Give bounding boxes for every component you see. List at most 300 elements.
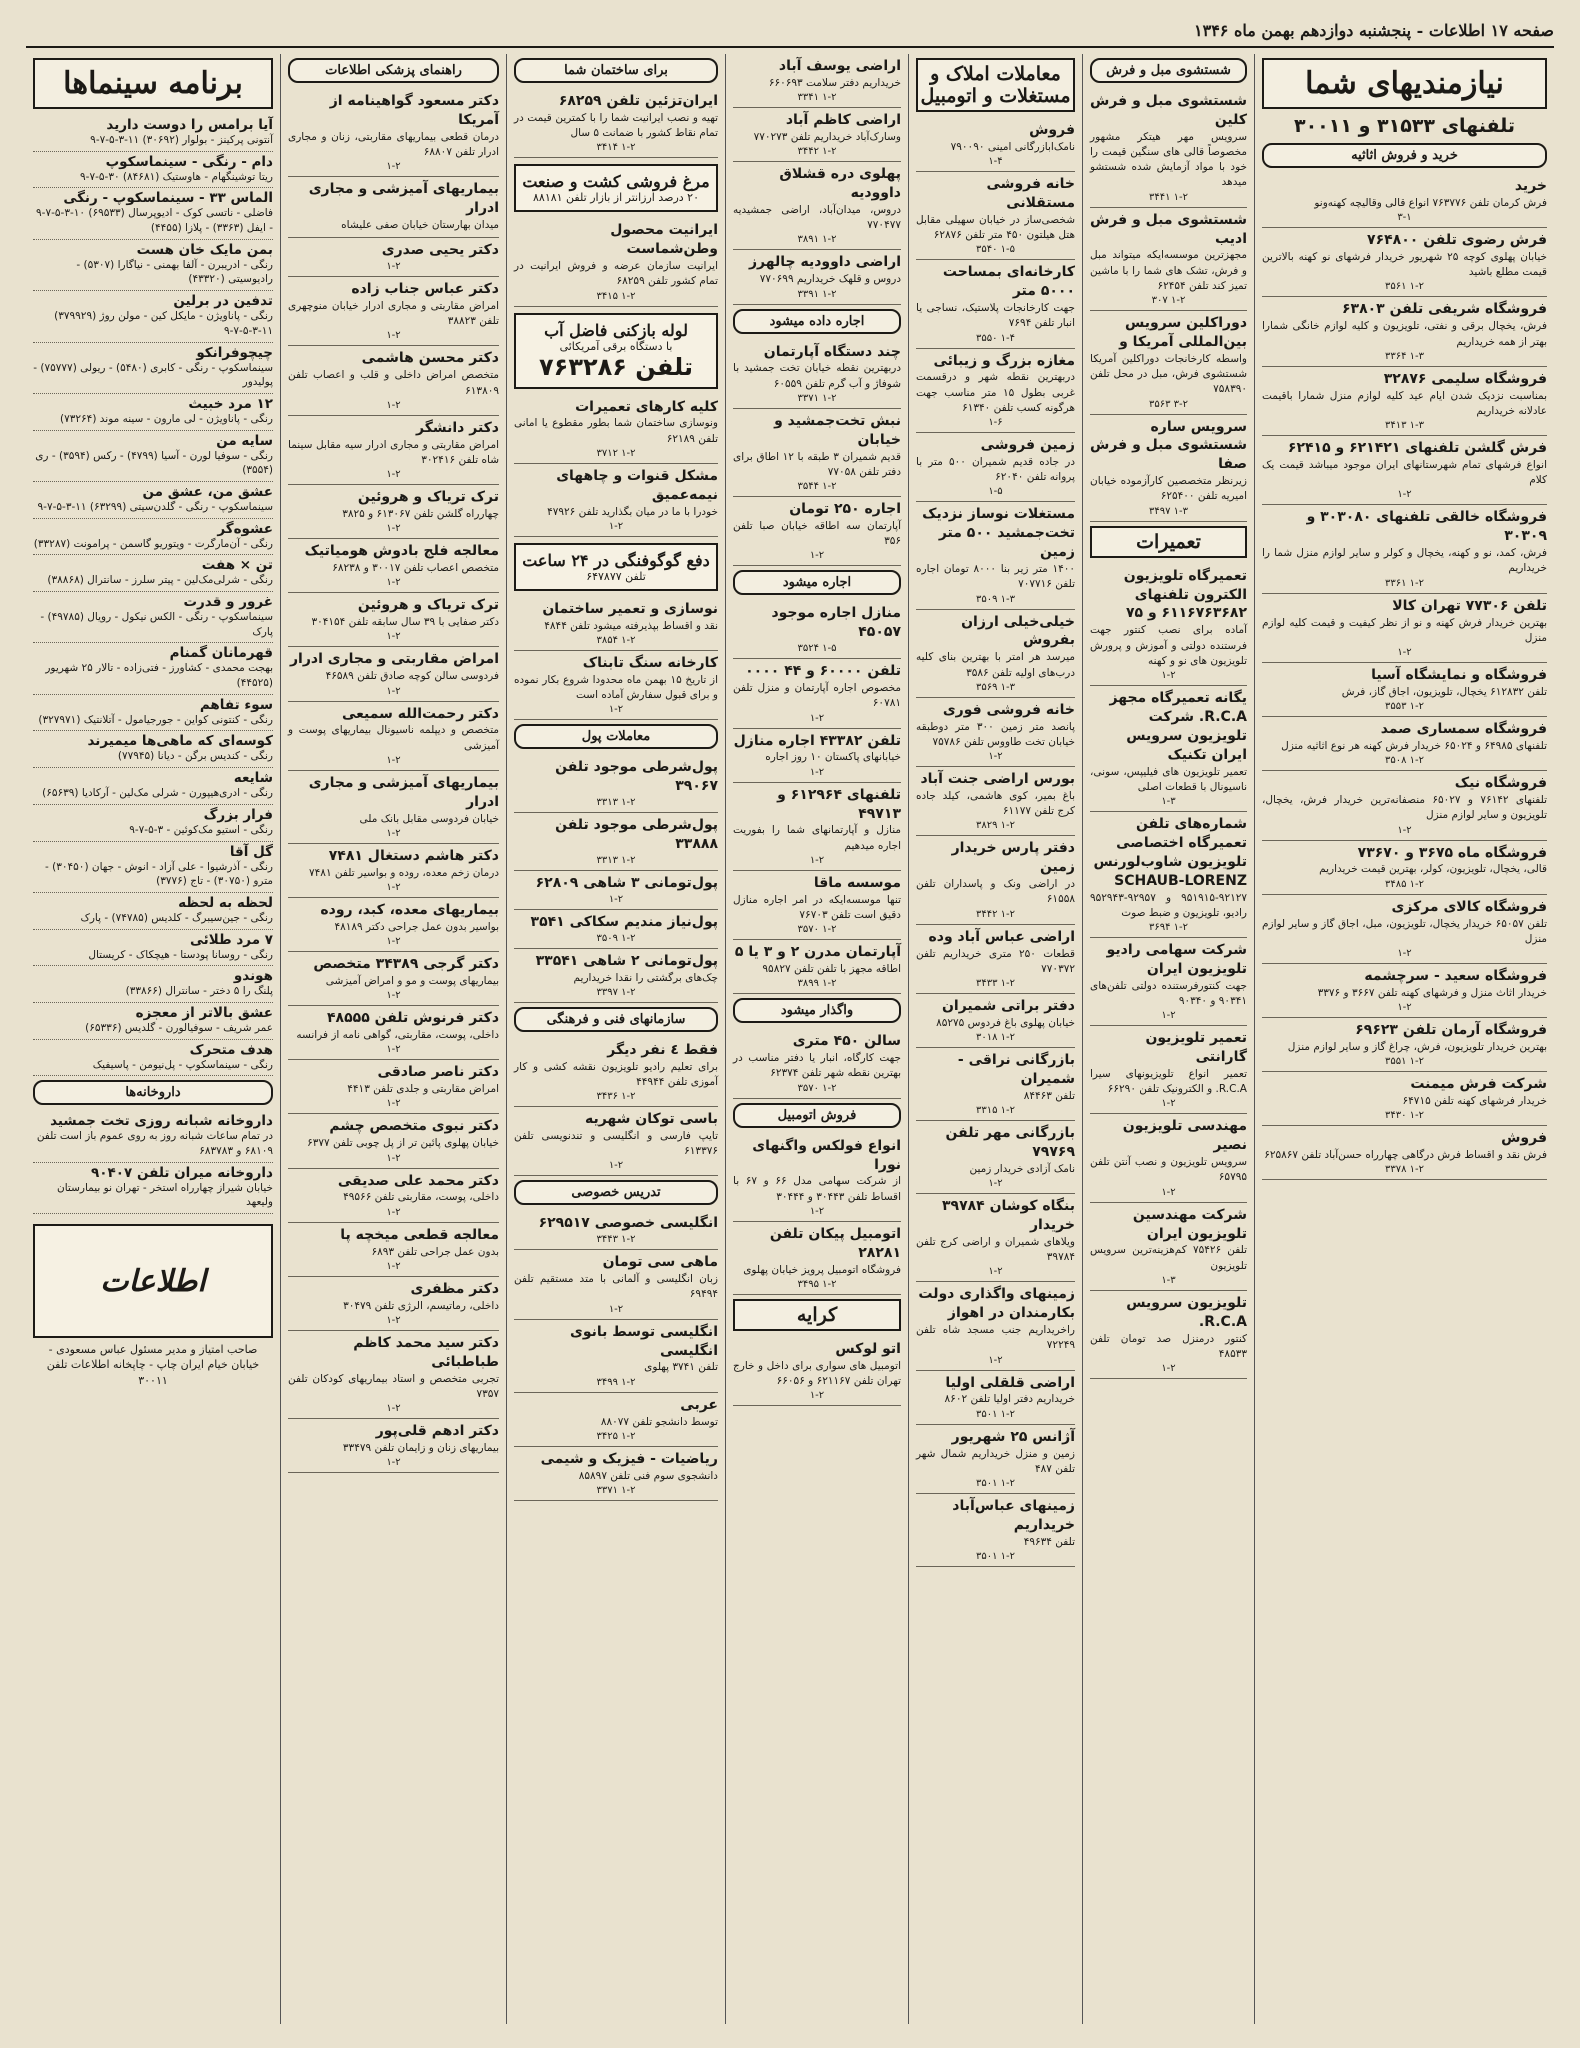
classified-ad (514, 464, 718, 537)
listing-item (33, 592, 273, 643)
ad-body: نقد و اقساط بپذیرفته میشود تلفن ۴۸۴۴ (544, 619, 718, 632)
ad-body: رنگی - آذرشیوا - علی آزاد - انوش - جهان (۳۰۴۵۰) - مترو (۳۰۷۵۰) - تاج (۳۷۷۶) (45, 860, 273, 888)
ad-title: تلفن ۴۳۳۸۲ اجاره منازل (733, 732, 901, 749)
classified-ad (514, 813, 718, 871)
ad-body: از تاریخ ۱۵ بهمن ماه محدودا شروع بکار نموده و برای قبول سفارش آماده است (514, 673, 718, 702)
ad-code: ۳-۱ (1397, 212, 1412, 224)
classified-ad (1090, 1026, 1247, 1114)
ad-body: تلفنهای ۷۶۱۴۲ و ۶۵۰۲۷ منصفانه‌ترین خریدار فرش، یخچال، تلویزیون و سایر لوازم منزل (1262, 794, 1547, 822)
classified-ad (288, 593, 499, 647)
ad-title: اراضی داوودیه چالهرز (748, 254, 901, 271)
classified-ad (288, 1223, 499, 1277)
ad-title: دکتر سید محمد کاظم طباطبائی (353, 1334, 499, 1370)
ad-code: ۱-۴ ۳۵۵۰ (975, 332, 1016, 344)
ad-title: دفتر پارس خریدار زمین (951, 840, 1075, 876)
ad-code: ۱-۲ (386, 827, 401, 839)
subhead-hire: کرایه (733, 1299, 901, 1331)
subhead-transfer: واگذار میشود (733, 998, 901, 1023)
ad-body: تلفن ۶۵۰۵۷ خریدار یخچال، تلویزیون، مبل، اجاق گاز و سایر لوازم منزل (1262, 917, 1547, 945)
ad-body: بیماریهای زنان و زایمان تلفن ۳۳۴۷۹ (342, 1441, 499, 1454)
ad-title: دکتر محسن هاشمی (361, 350, 499, 367)
classified-ad (1262, 1126, 1547, 1180)
ad-title: چیچوفرانکو (196, 344, 273, 361)
classified-ad (733, 1222, 901, 1295)
ad-body: رنگی - سوفیا لورن - آسیا (۴۷۹۹) - رکس (۳۵۹۴) - ری (۳۵۵۴) (35, 449, 273, 477)
classified-ad (288, 647, 499, 701)
ad-title: زمینهای واگذاری دولت بکارمندان در اهواز (918, 1286, 1075, 1322)
ad-title: فروشگاه نیک (1454, 775, 1547, 792)
classified-ad (1090, 1291, 1247, 1379)
ad-body: دربهترین نقطه خیابان تخت جمشید با شوفاژ و آب گرم تلفن ۶۰۵۵۹ (733, 362, 901, 390)
listing-item (33, 1111, 273, 1162)
classified-ad (288, 177, 499, 238)
classified-ad (514, 89, 718, 158)
ad-body: خریدار اثاث منزل و فرشهای کهنه تلفن ۳۶۶۷ و ۳۳۷۶ (1317, 986, 1547, 999)
classified-ad (916, 1371, 1075, 1425)
ad-body: ۹۵۱۹۱۵-۹۲۱۲۷ و ۹۲۹۵۷-۹۵۲۹۴۳ رادیو، تلویزیون و ضبط صوت (1090, 891, 1247, 919)
subhead-tech: سازمانهای فنی و فرهنگی (514, 1007, 718, 1032)
ad-body: مخصوص اجاره آپارتمان و منزل تلفن ۶۰۷۸۱ (733, 682, 901, 710)
ad-code: ۱-۲ (1161, 669, 1176, 681)
ad-body: امراض مقاربتی و جلدی تلفن ۴۴۱۳ (347, 1083, 499, 1096)
ad-title: یگانه تعمیرگاه مجهز R.C.A. شرکت تلویزیون سرویس ایران تکنیک (1109, 689, 1247, 763)
classified-ad (1090, 1114, 1247, 1202)
ad-body: راخریداریم جنب مسجد شاه تلفن ۷۲۲۴۹ (916, 1324, 1075, 1352)
ad-title: تلفن ۶۰۰۰۰ و ۴۴ ۰۰۰۰ (745, 663, 901, 680)
ad-code: ۱-۲ (809, 766, 825, 778)
column-furniture (1254, 54, 1554, 2024)
column-rentals (725, 54, 908, 2024)
ad-title: فروشگاه کالای مرکزی (1391, 898, 1547, 915)
ad-body: اطاقه مجهز با تلفن تلفن ۹۵۸۲۷ (762, 963, 901, 976)
classified-ad (916, 1048, 1075, 1121)
ad-title: دوراکلین سرویس بین‌المللی آمریکا و (1119, 315, 1247, 350)
classified-ad (1090, 1203, 1247, 1291)
ad-title: شرکت سهامی رادیو تلویزیون ایران (1106, 941, 1247, 977)
classified-ad (916, 1194, 1075, 1282)
classified-ad (288, 416, 499, 485)
classified-ad (1262, 663, 1547, 717)
ad-body: رنگی - ادریبرن - آلفا بهمنی - نیاگارا (۵۳۰۷) - رادیوسیتی (۴۳۳۲۰) (76, 258, 273, 286)
ad-body: رنگی - پاناویژن - مایکل کین - مولن روژ (۳۷۹۹۲۹) ۱۱-۳-۵-۷-۹ (54, 310, 273, 337)
ad-body: رنگی - شرلی‌مک‌لین - پیتر سلرز - سانترال (۳۸۸۶۸) (47, 574, 273, 587)
ad-body: داخلی، پوست، مقاربتی، گواهی نامه از فرانسه (296, 1029, 499, 1042)
ad-title: نوسازی و تعمیر ساختمان (542, 600, 718, 617)
classified-ad (288, 539, 499, 593)
ad-code: ۱-۲ ۳۴۹۵ (797, 1278, 837, 1290)
ad-body: درمان قطعی بیماریهای مقاربتی، زنان و مجاری ادرار تلفن ۶۸۸۰۷ (288, 130, 499, 158)
ad-body: در اراضی ونک و پاسداران تلفن ۶۱۵۵۸ (916, 878, 1075, 906)
ad-code: ۱-۲ (386, 261, 401, 273)
ad-code: ۱-۲ (386, 881, 401, 893)
ad-body: خودرا با ما در میان بگذارید تلفن ۴۷۹۲۶ (547, 505, 718, 518)
ad-title: تدفین در برلین (173, 293, 273, 310)
box-drain (514, 313, 718, 389)
ad-title: اراضی قلقلی اولیا (945, 1374, 1075, 1391)
classified-ad (1090, 208, 1247, 311)
ad-body: خریداریم دفتر سلامت ۶۶۰۶۹۳ (768, 76, 901, 89)
ad-body: منازل و آپارتمانهای شما را بفوریت اجاره میدهیم (733, 824, 901, 852)
ad-title: بازرگانی مهر تلفن ۷۹۷۶۹ (945, 1125, 1075, 1160)
ad-code: ۱-۲ ۳۴۱۴ (596, 142, 636, 154)
listing-item (33, 394, 273, 431)
ad-code: ۱-۲ (988, 751, 1003, 763)
ad-title: دکتر ناصر صادقی (377, 1064, 499, 1081)
ad-title: دکتر دانشگر (416, 419, 499, 436)
ad-code: ۱-۲ (988, 1354, 1003, 1366)
ad-body: آنتونی پرکینز - بولوار (۳۰۶۹۲) ۱۱-۳-۵-۷-۹ (90, 134, 273, 146)
listing-item (33, 1003, 273, 1040)
ad-code: ۱-۲ ۳۵۰۱ (975, 1408, 1016, 1420)
ad-body: فروشگاه اتومبیل پرویز خیابان پهلوی (743, 1263, 901, 1276)
ad-body: رنگی - آن‌مارگرت - ویتوریو گاسمن - پرامونت (۳۳۲۸۷) (33, 537, 273, 550)
ad-code: ۱-۳ ۳۵۰۹ (975, 593, 1016, 605)
classified-ad (514, 1393, 718, 1447)
ad-body: شخصی‌ساز در خیابان سهیلی مقابل هتل هیلتون ۴۵۰ متر تلفن ۶۲۸۷۶ (916, 213, 1075, 242)
ad-code: ۱-۲ (386, 577, 401, 589)
ad-code: ۱-۲ (1397, 824, 1412, 836)
ad-body: سینماسکوپ - رنگی - الکس نیکول - رویال (۴۹۷۸۵) - پارک (40, 611, 273, 638)
box-poultry (514, 164, 718, 212)
box-drain-text: با دستگاه برقی آمریکائی (559, 339, 673, 353)
classified-ad (288, 1114, 499, 1168)
ad-body: میرسد هر امتر با بهترین بنای کلیه درب‌های اولیه تلفن ۳۵۸۶ (916, 651, 1075, 679)
ad-body: کنتور درمنزل صد تومان تلفن ۴۸۵۳۳ (1090, 1332, 1247, 1360)
classified-ad (916, 1282, 1075, 1370)
classified-ad (916, 1494, 1075, 1567)
box-pest-phone: تلفن ۶۴۷۸۷۷ (586, 569, 646, 583)
classified-ad (916, 610, 1075, 698)
classified-ad (1262, 228, 1547, 297)
ad-code: ۱-۲ (386, 936, 401, 948)
ad-title: شماره‌های تلفن تعمیرگاه اختصاصی تلویزیون شاوب‌لورنس SCHAUB-LORENZ (1093, 815, 1247, 889)
listing-item (33, 431, 273, 482)
ad-title: دکتر هاشم دستغال ۷۴۸۱ (328, 847, 499, 864)
ad-code: ۱-۲ ۳۶۹۴ (1148, 921, 1189, 933)
ad-code: ۱-۲ (386, 1044, 401, 1056)
ad-body: ایرانیت سازمان عرضه و فروش ایرانیت در تمام کشور تلفن ۶۸۲۵۹ (514, 260, 718, 288)
ad-body: پلنگ را ۵ دختر - سانترال (۳۳۸۶۶) (125, 985, 273, 998)
ad-code: ۱-۲ (809, 854, 825, 866)
box-poultry-title: مرغ فروشی کشت و صنعت (522, 172, 710, 192)
classified-ad (288, 1060, 499, 1114)
classified-ad (1262, 964, 1547, 1018)
ad-body: فرش کرمان تلفن ۷۶۳۷۷۶ انواع قالی وقالیچه کهنه‌ونو (1314, 196, 1547, 209)
ad-title: دکتر مسعود گواهینامه از آمریکا (329, 93, 499, 128)
ad-code: ۱-۲ (809, 712, 825, 724)
ad-body: تنها موسسه‌ایکه در امر اجاره منازل دقیق است تلفن ۷۶۷۰۳ (733, 893, 901, 921)
ad-title: خرید (1514, 178, 1547, 194)
ad-title: اتومبیل پیکان تلفن ۲۸۲۸۱ (769, 1225, 901, 1261)
ad-code: ۱-۲ (386, 399, 401, 411)
ad-code: ۱-۲ (386, 1457, 401, 1469)
ad-title: خانه فروشی فوری (942, 701, 1075, 718)
listing-item (33, 695, 273, 732)
classified-ad (1090, 686, 1247, 812)
ad-body: رنگی - کنتونی کواین - جورجیامول - آتلانتیک (۳۲۷۹۷۱) (38, 713, 273, 726)
ad-title: دکتر محمد علی صدیقی (337, 1172, 499, 1189)
listing-item (33, 893, 273, 930)
ad-body: میدان بهارستان خیابان صفی علیشاه (341, 219, 499, 231)
listing-item (33, 842, 273, 893)
ad-code: ۱-۲ ۳۸۲۹ (975, 820, 1016, 832)
subhead-pharmacies: داروخانه‌ها (33, 1080, 273, 1105)
ad-title: تعمیر تلویزیون گارانتی (1145, 1030, 1247, 1066)
ad-title: اراضی یوسف آباد (778, 58, 901, 74)
ad-title: پول‌تومانی ۲ شاهی ۳۳۵۴۱ (535, 952, 718, 969)
section-title-cinema: برنامه سینماها (33, 58, 273, 109)
column-cleaning-repairs (1082, 54, 1254, 2024)
ad-body: خریداریم دفتر اولیا تلفن ۸۶۰۲ (944, 1393, 1075, 1406)
classified-ad (1262, 594, 1547, 663)
ad-code: ۱-۲ (386, 1152, 401, 1164)
ad-code: ۱-۵ (988, 486, 1003, 498)
classified-ad (1262, 367, 1547, 436)
classified-ad (288, 844, 499, 898)
ad-body: خیابان پهلوی باغ فردوس ۸۵۲۷۵ (936, 1016, 1075, 1029)
ad-body: سرویس مهر هیتکر مشهور مخصوصاً قالی های سنگین قیمت را خود با مواد آزمایش شده شستشو میدهد (1090, 130, 1247, 189)
listing-item (33, 555, 273, 592)
ad-title: فروش (1029, 122, 1075, 138)
ad-code: ۱-۲ ۳۳۹۷ (596, 986, 636, 998)
classified-ad (1262, 1072, 1547, 1126)
ad-code: ۱-۲ ۳۴۴۱ (1148, 191, 1189, 203)
ad-title: عربی (680, 1396, 718, 1413)
classified-ad (916, 433, 1075, 502)
ad-code: ۱-۲ ۳۴۳۶ (596, 1091, 636, 1103)
ad-title: خیلی‌خیلی ارزان بفروش (961, 613, 1075, 649)
listing-item (33, 188, 273, 239)
ad-title: ترک تریاک و هروئین (357, 489, 499, 506)
ad-body: انواع فرشهای تمام شهرستانهای ایران موجود میباشد قیمت یک کلام (1262, 458, 1547, 487)
ad-title: فروشگاه سمساری صمد (1380, 721, 1547, 738)
ad-title: سوء تفاهم (199, 696, 273, 713)
classified-ad (916, 1121, 1075, 1194)
classified-ad (514, 755, 718, 813)
ad-code: ۱-۲ ۳۵۴۴ (797, 481, 837, 493)
ad-title: دکتر مظفری (410, 1280, 499, 1297)
ad-title: مستغلات نوساز نزدیک تخت‌جمشید ۵۰۰ متر زمین (922, 506, 1075, 561)
ad-title: انواع فولکس واگنهای نورا (752, 1137, 901, 1173)
ad-title: دفتر براتی شمیران (941, 997, 1075, 1014)
ad-title: شایعه (233, 770, 273, 787)
ad-title: عشوه‌گر (217, 520, 273, 537)
ad-title: معالجه قطعی میخچه پا (340, 1226, 499, 1243)
ad-title: دکتر عباس جناب زاده (351, 281, 499, 298)
ad-body: بمناسبت نزدیک شدن ایام عید کلیه لوازم منزل شمارا باقیمت عادلانه خریداریم (1262, 389, 1547, 417)
listing-item (33, 152, 273, 189)
ad-title: دکتر رحمت‌الله سمیعی (341, 705, 499, 722)
ad-code: ۱-۲ (988, 1266, 1003, 1278)
ad-body: بواسیر بدون عمل جراحی دکتر ۴۸۱۸۹ (334, 920, 499, 933)
classified-ad (288, 702, 499, 771)
ad-title: زمین فروشی (980, 437, 1075, 454)
column-medical (280, 54, 506, 2024)
ad-title: تلفن ۷۷۳۰۶ تهران کالا (1392, 597, 1547, 614)
classified-ad (1262, 297, 1547, 366)
section-phones: تلفنهای ۳۱۵۳۳ و ۳۰۰۱۱ (1293, 115, 1516, 137)
imprint: صاحب امتیاز و مدیر مسئول عباس مسعودی - خیابان خیام ایران چاپ - چاپخانه اطلاعات تلفن ۳۰۰۱۱ (46, 1343, 260, 1387)
ad-code: ۱-۲ (386, 523, 401, 535)
ad-body: آماده برای نصب کنتور جهت فرستنده دولتی و آموزش و پرورش تلویزیون های نو و کهنه (1090, 624, 1247, 667)
ad-body: تلفن ۶۱۲۸۳۲ یخچال، تلویزیون، اجاق گاز، فرش (1341, 685, 1547, 698)
ad-body: ریتا توشینگهام - هاوستیک (۸۴۶۸۱) ۳۰-۵-۷-۹ (80, 170, 273, 183)
classified-ad (1090, 938, 1247, 1026)
ad-body: بدون عمل جراحی تلفن ۶۸۹۳ (371, 1245, 499, 1258)
ad-code: ۱-۲ (386, 1314, 401, 1326)
ad-title: تعمیرگاه تلویزیون الکترون تلفنهای ۶۱۱۶۷۶۳۶۸۲ و ۷۵ (1123, 567, 1247, 622)
ad-code: ۱-۲ ۳۴۳۰ (1384, 1110, 1425, 1122)
ad-body: وسارک‌آباد خریداریم تلفن ۷۷۰۲۷۳ (753, 131, 901, 143)
ad-body: مجهزترین موسسه‌ایکه میتواند مبل و فرش، تشک های شما را با ماشین تمیز کند تلفن ۶۲۴۵۴ (1090, 249, 1247, 292)
ad-code: ۱-۲ (1397, 489, 1412, 501)
ad-body: از شرکت سهامی مدل ۶۶ و ۶۷ با اقساط تلفن ۳۰۴۴۳ و ۳۰۴۴۴ (733, 1175, 901, 1203)
classified-ad (733, 940, 901, 994)
listing-item (33, 768, 273, 805)
ad-code: ۱-۲ ۳۸۹۹ (797, 978, 837, 990)
ad-title: بیماریهای معده، کبد، روده (320, 901, 499, 918)
ad-body: قالی، یخچال، تلویزیون، کولر، بهترین قیمت خریداریم (1319, 863, 1547, 876)
subhead-medical: راهنمای پزشکی اطلاعات (288, 58, 499, 83)
ad-code: ۱-۲ ۳۳۷۸ (1384, 1164, 1425, 1176)
ad-code: ۱-۲ (386, 161, 401, 173)
ad-code: ۱-۲ ۳۴۱۵ (596, 290, 636, 302)
ad-code: ۱-۲ (386, 1403, 401, 1415)
ad-title: پول‌نیاز مندیم سکاکی ۳۵۴۱ (530, 913, 718, 930)
ad-body: رنگی - سینماسکوپ - پل‌نیومن - پاسیفیک (92, 1058, 273, 1071)
ad-title: معالجه فلج بادوش هومیاتیک (304, 543, 499, 560)
ad-body: سینماسکوپ - رنگی - کابری (۵۴۸۰) - ریولی (۷۵۷۷۷) - پولیدور (33, 361, 273, 389)
ad-body: تلفن ۸۴۴۶۳ (1023, 1089, 1075, 1102)
ad-title: ترک تریاک و هروئین (357, 597, 499, 614)
ad-title: اجاره ۲۵۰ تومان (789, 501, 901, 518)
ad-code: ۱-۲ (809, 1390, 825, 1402)
ad-code: ۱-۲ (809, 1205, 825, 1217)
ad-title: فقط ٤ نفر دیگر (607, 1041, 718, 1058)
ad-code: ۱-۲ ۳۳۹۱ (797, 288, 837, 300)
ad-body: فرش، یخچال برقی و نفتی، تلویزیون و کلیه لوازم خانگی شمارا بهتر از همه خریداریم (1262, 320, 1547, 348)
classified-ad (514, 1447, 718, 1501)
classified-ad (288, 485, 499, 539)
ad-title: پول‌شرطی موجود تلفن ۳۹۰۶۷ (555, 759, 718, 795)
ad-body: بیماریهای پوست و مو و امراض آمیزشی (325, 974, 499, 987)
listing-item (33, 519, 273, 556)
ad-code: ۱-۲ (608, 520, 624, 532)
ad-code: ۱-۲ (1161, 1363, 1176, 1375)
ad-body: تایپ فارسی و انگلیسی و تندنویسی تلفن ۶۱۳۳۷۶ (514, 1129, 718, 1158)
ad-title: مهندسی تلویزیون نصیر (1122, 1118, 1247, 1154)
classified-ad (288, 898, 499, 952)
classified-ad (733, 340, 901, 409)
column-building (506, 54, 725, 2024)
ad-title: فروش (1501, 1130, 1547, 1147)
ad-code: ۱-۲ ۳۳۴۱ (797, 92, 837, 104)
ad-body: خیابان فردوسی مقابل بانک ملی (359, 812, 499, 825)
classified-ad (288, 1006, 499, 1060)
ad-body: خیابان شیراز چهارراه استخر - تهران نو بیمارستان ولیعهد (57, 1181, 273, 1209)
ad-code: ۱-۲ (1397, 1002, 1412, 1014)
ad-body: قدیم شمیران ۳ طبقه با ۱۲ اطاق برای دفتر تلفن ۷۷۰۵۸ (733, 450, 902, 478)
classified-ad (916, 925, 1075, 994)
ad-body: تجربی متخصص و استاد بیماریهای کودکان تلفن ۷۳۵۷ (288, 1372, 499, 1400)
ad-body: اتومبیل های سواری برای داخل و خارج تهران تلفن ۶۲۱۱۶۷ و ۶۶۰۵۶ (733, 1359, 901, 1387)
ad-code: ۱-۲ (1161, 1098, 1176, 1110)
classified-ad (514, 949, 718, 1003)
ad-title: سالن ۴۵۰ متری (792, 1033, 901, 1050)
ad-body: امراض مقاربتی و مجاری ادرار سیه مقابل سینما شاه تلفن ۳۰۲۴۱۶ (288, 438, 499, 466)
ad-title: تن × هفت (201, 557, 273, 574)
listing-item (33, 930, 273, 967)
classified-ad (288, 89, 499, 177)
ad-title: ۷ مرد طلائی (189, 931, 273, 948)
classified-ad (514, 1250, 718, 1319)
ad-title: بورس اراضی جنت آباد (920, 771, 1075, 788)
ad-title: دام - رنگی - سینماسکوپ (105, 153, 273, 170)
classified-ad (288, 952, 499, 1006)
ad-title: منازل اجاره موجود ۴۵۰۵۷ (771, 605, 901, 641)
subhead-furniture: خرید و فروش اثاثیه (1262, 143, 1547, 168)
classified-ad (733, 871, 901, 940)
ad-title: هوندو (233, 968, 273, 985)
ad-body: متخصص اعصاب تلفن ۳۰۰۱۷ و ۶۸۲۳۸ (332, 562, 499, 575)
ad-title: تلفنهای ۶۱۲۹۶۴ و ۴۹۷۱۳ (777, 786, 901, 822)
ad-code: ۱-۲ ۳۸۹۱ (797, 234, 837, 246)
ad-title: الماس ۳۳ - سینماسکوپ - رنگی (63, 190, 273, 207)
ad-body: داخلی، رماتیسم، الرژی تلفن ۳۰۴۷۹ (343, 1299, 499, 1312)
ad-body: ویلاهای شمیران و اراضی کرج تلفن ۳۹۷۸۴ (916, 1235, 1075, 1264)
page-label: صفحه ۱۷ اطلاعات - پنجشنبه دوازدهم بهمن ماه ۱۳۴۶ (1194, 20, 1554, 40)
ad-body: دروس، میدان‌آباد، اراضی جمشیدیه ۷۷۰۴۷۷ (733, 204, 901, 232)
classified-ad (288, 771, 499, 844)
ad-code: ۱-۲ (386, 469, 401, 481)
ad-code: ۱-۲ (386, 685, 401, 697)
ad-title: خانه فروشی مستقلانی (986, 176, 1075, 211)
ad-body: بهترین خریدار فرش کهنه و نو از نظر کیفیت و قیمت کلیه لوازم منزل (1262, 616, 1547, 644)
ad-title: ایران‌تزئین تلفن ۶۸۲۵۹ (558, 93, 718, 109)
ad-body: رنگی - جین‌سیبرگ - کلدیس (۷۴۷۸۵) - پارک (80, 911, 273, 924)
ad-code: ۱-۲ ۳۳۱۳ (596, 854, 636, 866)
ad-code: ۱-۲ ۳۵۷۰ (797, 924, 837, 936)
classified-ad (1262, 895, 1547, 964)
ad-code: ۱-۲ (386, 330, 401, 342)
ad-body: رنگی - ادری‌هیپورن - شرلی مک‌لین - آرکادیا (۶۵۶۳۹) (42, 787, 273, 800)
ad-title: اراضی کاظم آباد (785, 112, 901, 129)
classified-ad (733, 162, 901, 250)
ad-body: خیابان پهلوی پائین تر از پل چوبی تلفن ۶۳۷۷ (307, 1137, 499, 1150)
classified-ad (733, 1337, 901, 1406)
ad-code: ۱-۲ (386, 1260, 401, 1272)
ad-body: فرش، کمد، نو و کهنه، یخچال و کولر و سایر لوازم منزل شما را خریداریم (1262, 547, 1547, 575)
ad-code: ۱-۵ ۳۵۴۰ (975, 244, 1016, 256)
ad-body: بهجت محمدی - کشاورز - فتی‌زاده - تالار ۲۵ شهریور (۴۴۵۲۵) (45, 662, 273, 690)
ad-title: کارخانه‌ای بمساحت ۵۰۰۰ متر (942, 264, 1075, 300)
classified-ad (514, 395, 718, 464)
ad-code: ۱-۲ ۳۸۵۴ (596, 634, 636, 646)
ad-body: زیرنظر متخصصین کارآزموده خیابان امیریه تلفن ۶۲۵۴۰۰ (1090, 475, 1247, 503)
ad-title: آیا برامس را دوست دارید (106, 117, 273, 133)
classified-ad (1262, 505, 1547, 593)
column-real-estate (908, 54, 1082, 2024)
ad-title: فرش رضوی تلفن ۷۶۴۸۰۰ (1367, 232, 1547, 249)
ad-title: سایه من (216, 432, 273, 449)
ad-body: ونوسازی ساختمان شما بطور مقطوع یا امانی تلفن ۶۲۱۸۹ (514, 417, 718, 445)
ad-body: در تمام ساعات شبانه روز به روی عموم باز است تلفن ۶۸۱۰۹ و ۶۸۳۷۸۳ (36, 1130, 273, 1157)
classified-ad (733, 54, 901, 108)
ad-title: نبش تخت‌جمشید و خیابان (774, 412, 901, 448)
classified-ad (514, 1211, 718, 1250)
classified-ad (1262, 1018, 1547, 1072)
ad-body: در جاده قدیم شمیران ۵۰۰ متر با پروانه تلفن ۶۲۰۴۰ (916, 455, 1075, 484)
